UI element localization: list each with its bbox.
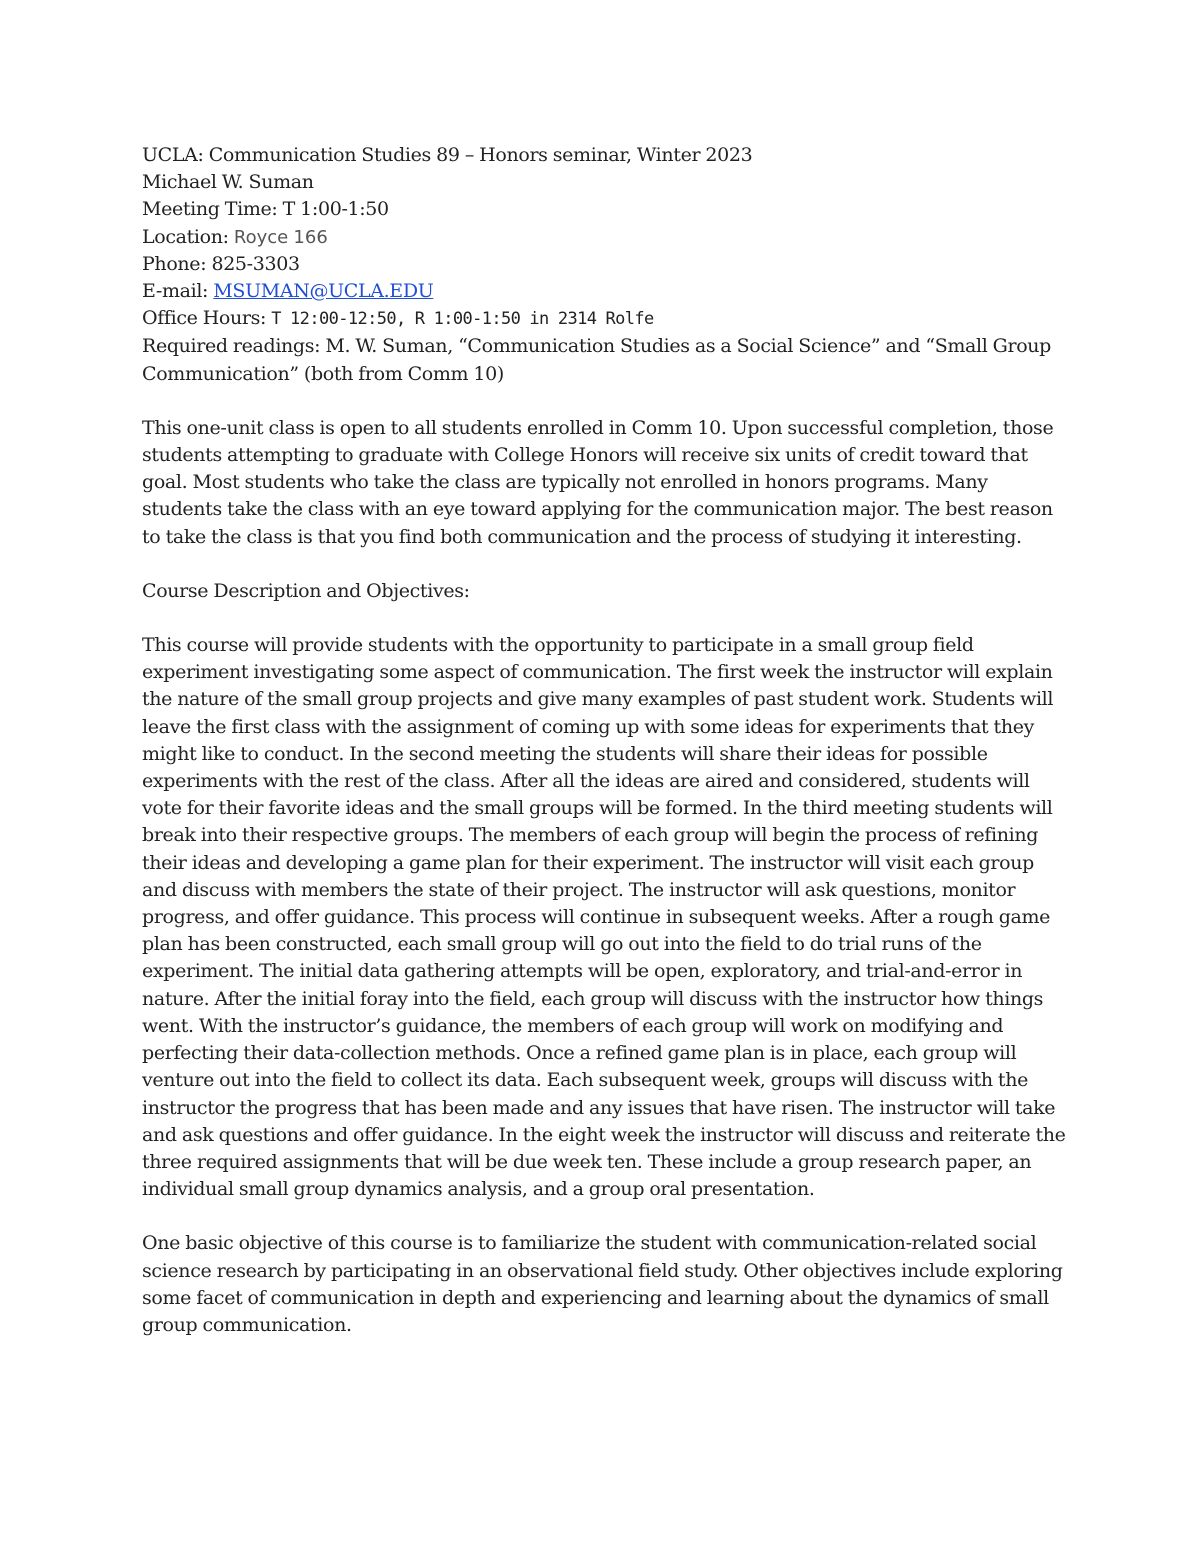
email-link[interactable]: MSUMAN@UCLA.EDU xyxy=(213,280,434,303)
office-hours xyxy=(142,305,1072,333)
phone xyxy=(142,251,1072,278)
phone-label: Phone: xyxy=(142,252,207,275)
intro-paragraph: This one-unit class is open to all students enrolled in Comm 10. Upon successful completion, those students attempting to graduate with College Honors will receive six units of credit toward that goal. Most students who take the class are typically not enrolled in honors programs. Many students take the class with an eye toward applying for the communication major. The best reason to take the class is that you find both communication and the process of studying it interesting. xyxy=(142,416,1054,548)
location xyxy=(142,224,1072,251)
email-label: E-mail: xyxy=(142,280,209,303)
syllabus-body xyxy=(142,142,1072,1339)
location-label: Location: xyxy=(142,225,229,248)
phone-value: 825-3303 xyxy=(211,252,300,275)
office-hours-value: T 12:00-12:50, R 1:00-1:50 in 2314 Rolfe xyxy=(271,309,654,330)
section-heading: Course Description and Objectives: xyxy=(142,579,470,602)
required-readings: Required readings: M. W. Suman, “Communication Studies as a Social Science” and “Small Group Communication” (both from Comm 10) xyxy=(142,335,1051,385)
objectives-paragraph: One basic objective of this course is to familiarize the student with communication-related social science research by participating in an observational field study. Other objectives include exploring some facet of communication in depth and experiencing and learning about the dynamics of small group communication. xyxy=(142,1232,1063,1336)
course-title-line: UCLA: Communication Studies 89 – Honors seminar, Winter 2023 xyxy=(142,144,753,166)
location-value: Royce 166 xyxy=(233,226,328,248)
description-paragraph: This course will provide students with the opportunity to participate in a small group field experiment investigating some aspect of communication. The first week the instructor will explain the nature of the small group projects and give many examples of past student work. Students will leave the first class with the assignment of coming up with some ideas for experiments that they might like to conduct. In the second meeting the students will share their ideas for possible experiments with the rest of the class. After all the ideas are aired and considered, students will vote for their favorite ideas and the small groups will be formed. In the third meeting students will break into their respective groups. The members of each group will begin the process of refining their ideas and developing a game plan for their experiment. The instructor will visit each group and discuss with members the state of their project. The instructor will ask questions, monitor progress, and offer guidance. This process will continue in subsequent weeks. After a rough game plan has been constructed, each small group will go out into the field to do trial runs of the experiment. The initial data gathering attempts will be open, exploratory, and trial-and-error in nature. After the initial foray into the field, each group will discuss with the instructor how things went. With the instructor’s guidance, the members of each group will work on modifying and perfecting their data-collection methods. Once a refined game plan is in place, each group will venture out into the field to collect its data. Each subsequent week, groups will discuss with the instructor the progress that has been made and any issues that have risen. The instructor will take and ask questions and offer guidance. In the eight week the instructor will discuss and reiterate the three required assignments that will be due week ten. These include a group research paper, an individual small group dynamics analysis, and a group oral presentation. xyxy=(142,634,1066,1201)
email xyxy=(142,278,1072,305)
course-header xyxy=(142,142,1072,388)
meeting-time xyxy=(142,196,1072,223)
meeting-time-label: Meeting Time: xyxy=(142,198,278,221)
meeting-time-value: T 1:00-1:50 xyxy=(282,198,389,221)
office-hours-label: Office Hours: xyxy=(142,307,267,330)
instructor-name: Michael W. Suman xyxy=(142,171,314,194)
